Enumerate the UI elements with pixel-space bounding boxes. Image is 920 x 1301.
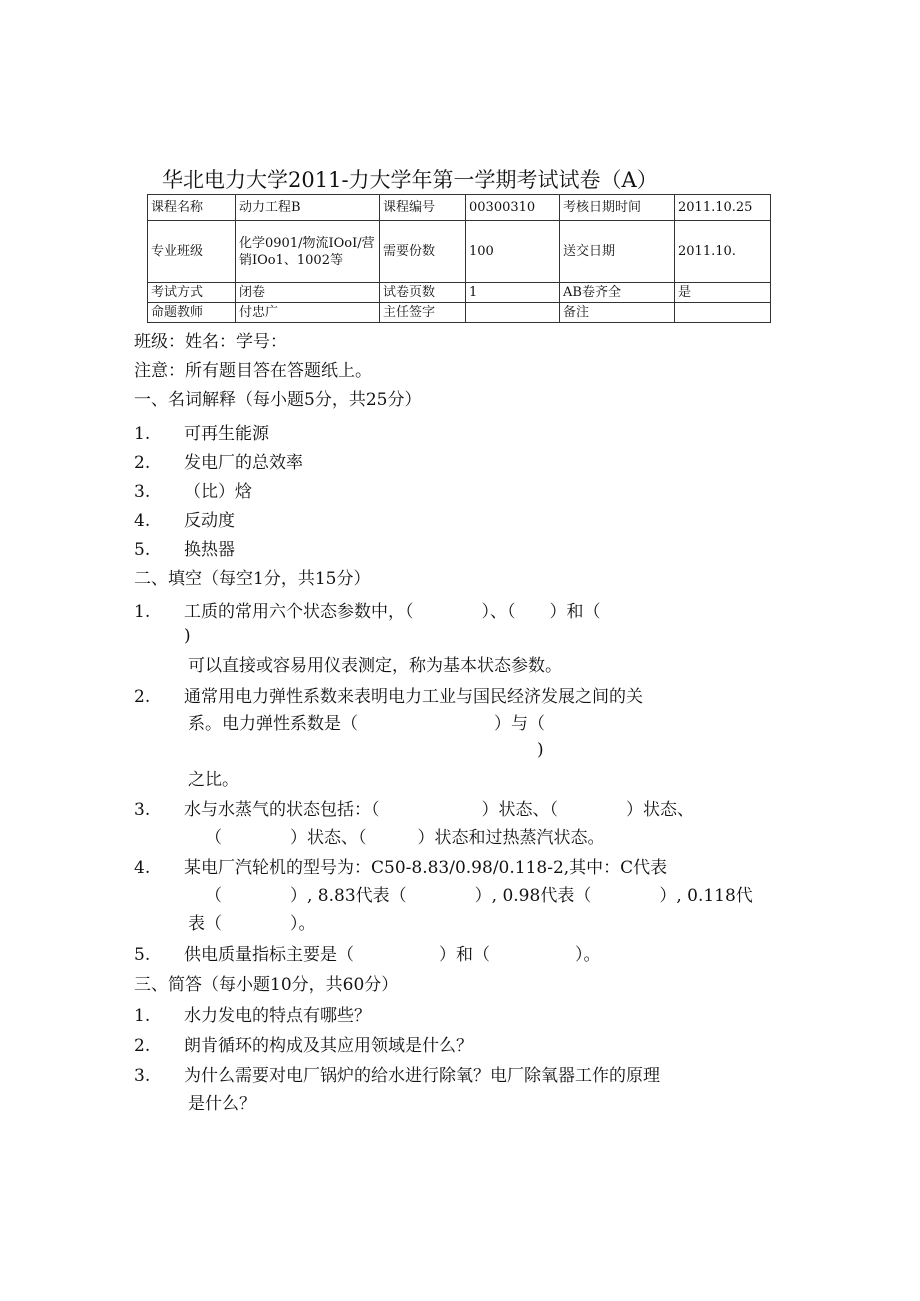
table-cell: 专业班级 xyxy=(148,221,236,283)
table-cell: 化学0901/物流IOoI/营销IOo1、1002等 xyxy=(236,221,380,283)
question-text: 是什么？ xyxy=(188,1094,256,1114)
question-text: ) xyxy=(537,740,544,760)
item-number: 4. xyxy=(134,511,151,531)
question-text: 可以直接或容易用仪表测定，称为基本状态参数。 xyxy=(188,656,562,676)
list-item: （比）焓 xyxy=(184,482,252,502)
table-cell: 课程名称 xyxy=(148,195,236,221)
item-number: 5. xyxy=(134,945,151,965)
table-cell: 100 xyxy=(466,221,560,283)
notice-text: 注意：所有题目答在答题纸上。 xyxy=(134,361,372,381)
item-number: 2. xyxy=(134,1036,151,1056)
table-cell: 考试方式 xyxy=(148,283,236,303)
item-number: 1. xyxy=(134,602,151,622)
list-item: 反动度 xyxy=(184,511,235,531)
question-text: 表（ ）。 xyxy=(188,914,316,934)
table-cell: 闭卷 xyxy=(236,283,380,303)
table-cell: 需要份数 xyxy=(380,221,466,283)
question-text: （ ）状态、（ ）状态和过热蒸汽状态。 xyxy=(205,828,605,848)
section1-heading: 一、名词解释（每小题5分，共25分） xyxy=(134,390,422,410)
item-number: 5. xyxy=(134,540,151,560)
table-cell: 是 xyxy=(675,283,771,303)
question-text: 为什么需要对电厂锅炉的给水进行除氧？电厂除氧器工作的原理 xyxy=(184,1066,660,1086)
item-number: 3. xyxy=(134,1066,151,1086)
table-cell xyxy=(675,303,771,323)
question-text: 工质的常用六个状态参数中，（ ）、（ ）和（ xyxy=(184,602,601,622)
question-text: 某电厂汽轮机的型号为：C50-8.83/0.98/0.118-2,其中：C代表 xyxy=(184,858,668,878)
item-number: 4. xyxy=(134,858,151,878)
table-cell: AB卷齐全 xyxy=(560,283,675,303)
table-cell: 2011.10. xyxy=(675,221,771,283)
table-cell xyxy=(466,303,560,323)
question-text: 朗肯循环的构成及其应用领域是什么？ xyxy=(184,1036,473,1056)
question-text: 系。电力弹性系数是（ ）与（ xyxy=(188,714,545,734)
question-text: （ ）, 8.83代表（ ）, 0.98代表（ ）, 0.118代 xyxy=(205,886,753,906)
table-cell: 考核日期时间 xyxy=(560,195,675,221)
item-number: 3. xyxy=(134,800,151,820)
question-text: 水力发电的特点有哪些？ xyxy=(184,1006,371,1026)
table-cell: 备注 xyxy=(560,303,675,323)
table-row xyxy=(148,221,771,283)
table-cell: 主任签字 xyxy=(380,303,466,323)
table-cell: 动力工程B xyxy=(236,195,380,221)
item-number: 2. xyxy=(134,687,151,707)
list-item: 可再生能源 xyxy=(184,424,269,444)
table-row xyxy=(148,195,771,221)
question-text: 供电质量指标主要是（ ）和（ ）。 xyxy=(184,945,601,965)
question-text: 之比。 xyxy=(188,770,239,790)
table-cell: 付忠广 xyxy=(236,303,380,323)
list-item: 发电厂的总效率 xyxy=(184,453,303,473)
item-number: 1. xyxy=(134,424,151,444)
student-info-line: 班级：姓名：学号： xyxy=(134,332,287,352)
table-cell: 课程编号 xyxy=(380,195,466,221)
table-cell: 送交日期 xyxy=(560,221,675,283)
table-cell: 命题教师 xyxy=(148,303,236,323)
table-cell: 2011.10.25 xyxy=(675,195,771,221)
table-cell: 试卷页数 xyxy=(380,283,466,303)
item-number: 2. xyxy=(134,453,151,473)
section3-heading: 三、简答（每小题10分，共60分） xyxy=(134,975,399,995)
section2-heading: 二、填空（每空1分，共15分） xyxy=(134,569,371,589)
question-text: 水与水蒸气的状态包括：（ ）状态、（ ）状态、 xyxy=(184,800,694,820)
item-number: 1. xyxy=(134,1006,151,1026)
table-row xyxy=(148,303,771,323)
course-info-table xyxy=(147,194,771,323)
table-cell: 00300310 xyxy=(466,195,560,221)
item-number: 3. xyxy=(134,482,151,502)
question-text: 通常用电力弹性系数来表明电力工业与国民经济发展之间的关 xyxy=(184,687,643,707)
table-cell: 1 xyxy=(466,283,560,303)
table-row xyxy=(148,283,771,303)
exam-title: 华北电力大学2011-力大学年第一学期考试试卷（A） xyxy=(162,168,658,192)
list-item: 换热器 xyxy=(184,540,235,560)
question-text: ) xyxy=(184,626,191,646)
